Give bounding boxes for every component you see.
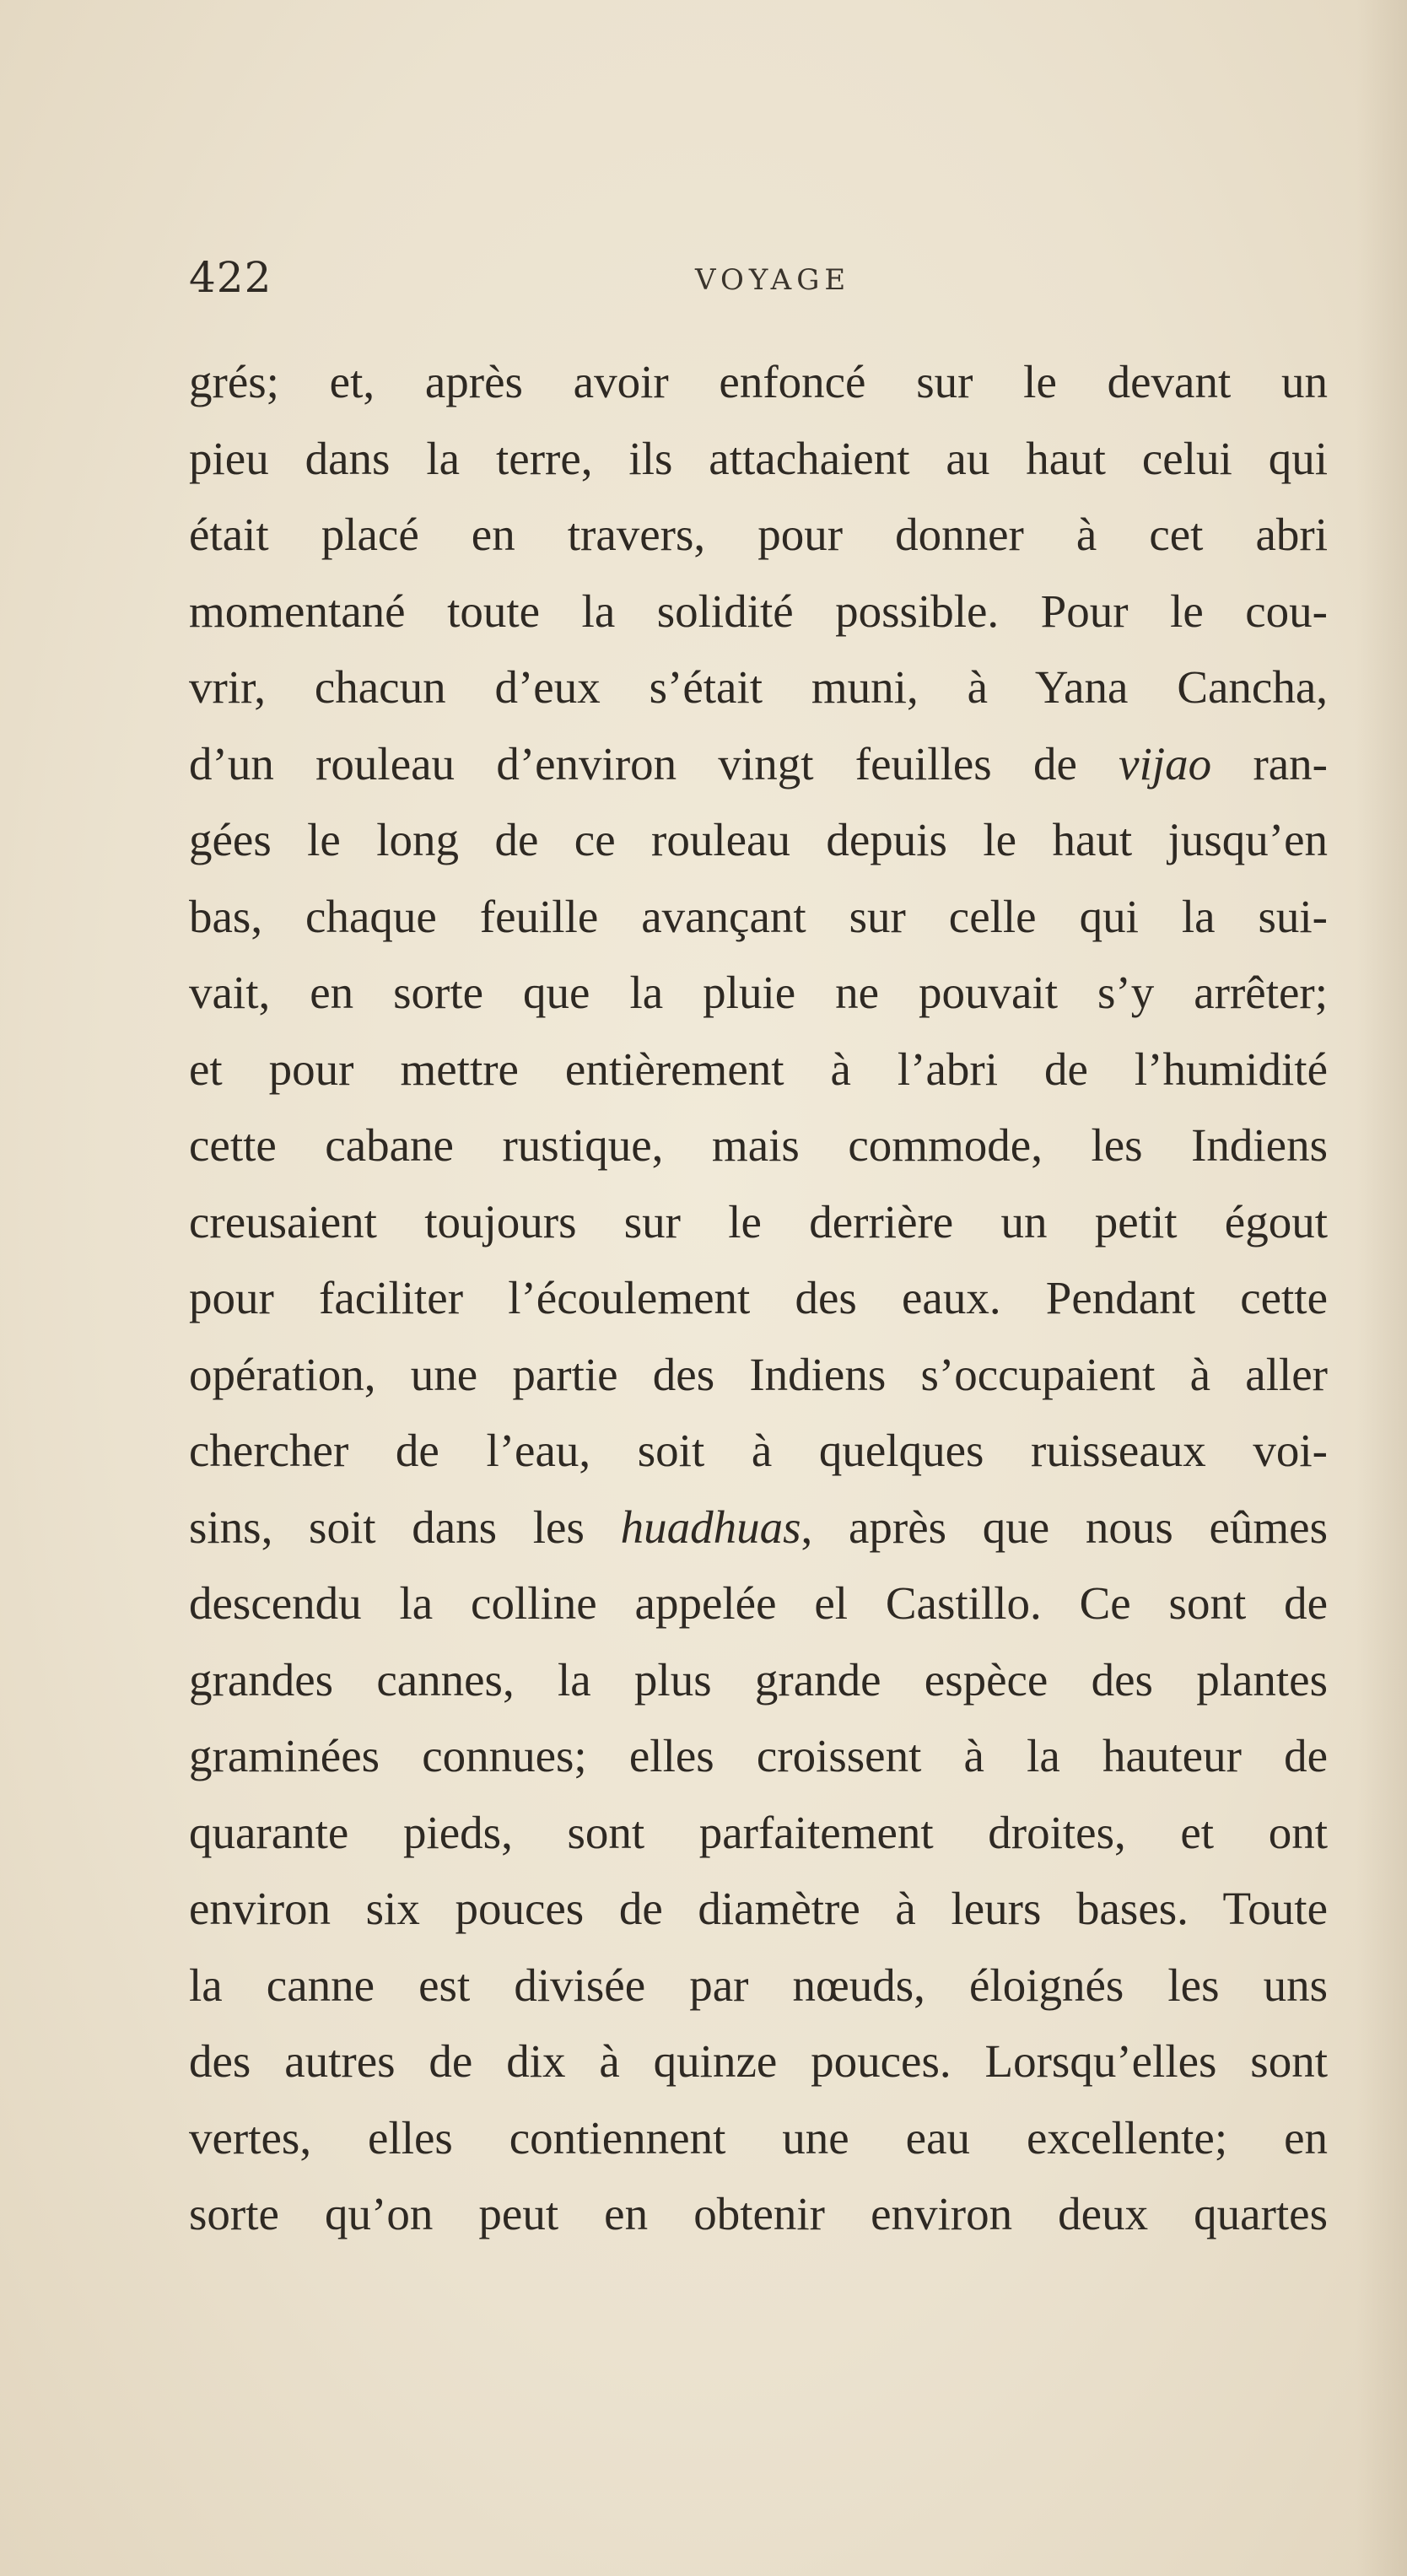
text-line: la canne est divisée par nœuds, éloignés les uns: [189, 1959, 1328, 2011]
text-line: sins, soit dans les huadhuas, après que nous eûmes: [189, 1501, 1328, 1553]
text-line: momentané toute la solidité possible. Pour le cou-: [189, 585, 1328, 637]
italic-term-huadhuas: huadhuas: [620, 1501, 801, 1553]
text-line: des autres de dix à quinze pouces. Lorsqu’elles sont: [189, 2035, 1328, 2087]
italic-term-vijao: vijao: [1119, 737, 1212, 790]
body-text: [189, 344, 1328, 2253]
page-header: [189, 253, 1328, 321]
page-number: 422: [189, 253, 272, 302]
text-line: vertes, elles contiennent une eau excellente; en: [189, 2111, 1328, 2164]
text-line: descendu la colline appelée el Castillo. Ce sont de: [189, 1577, 1328, 1629]
text-line: cette cabane rustique, mais commode, les Indiens: [189, 1119, 1328, 1171]
text-line: quarante pieds, sont parfaitement droites, et ont: [189, 1806, 1328, 1858]
text-line: était placé en travers, pour donner à cet abri: [189, 509, 1328, 560]
text-line: creusaient toujours sur le derrière un petit égout: [189, 1195, 1328, 1248]
text-line: vrir, chacun d’eux s’était muni, à Yana Cancha,: [189, 661, 1328, 713]
text-line: chercher de l’eau, soit à quelques ruisseaux voi-: [189, 1425, 1328, 1476]
text-line: bas, chaque feuille avançant sur celle qui la sui-: [189, 890, 1328, 942]
text-line: sorte qu’on peut en obtenir environ deux quartes: [189, 2188, 1328, 2239]
running-title: VOYAGE: [695, 263, 851, 297]
text-line: gées le long de ce rouleau depuis le haut jusqu’en: [189, 814, 1328, 865]
page-edge-shadow: [1356, 0, 1407, 2576]
text-line: pieu dans la terre, ils attachaient au haut celui qui: [189, 432, 1328, 484]
text-line: graminées connues; elles croissent à la hauteur de: [189, 1730, 1328, 1781]
text-line: opération, une partie des Indiens s’occupaient à aller: [189, 1348, 1328, 1400]
text-line: pour faciliter l’écoulement des eaux. Pendant cette: [189, 1272, 1328, 1323]
text-line: grandes cannes, la plus grande espèce des plantes: [189, 1653, 1328, 1706]
text-line: grés; et, après avoir enfoncé sur le devant un: [189, 356, 1328, 407]
text-line: vait, en sorte que la pluie ne pouvait s’y arrêter;: [189, 967, 1328, 1018]
text-line: et pour mettre entièrement à l’abri de l’humidité: [189, 1043, 1328, 1095]
text-line: environ six pouces de diamètre à leurs bases. Toute: [189, 1883, 1328, 1934]
text-line: d’un rouleau d’environ vingt feuilles de vijao ran-: [189, 737, 1328, 790]
